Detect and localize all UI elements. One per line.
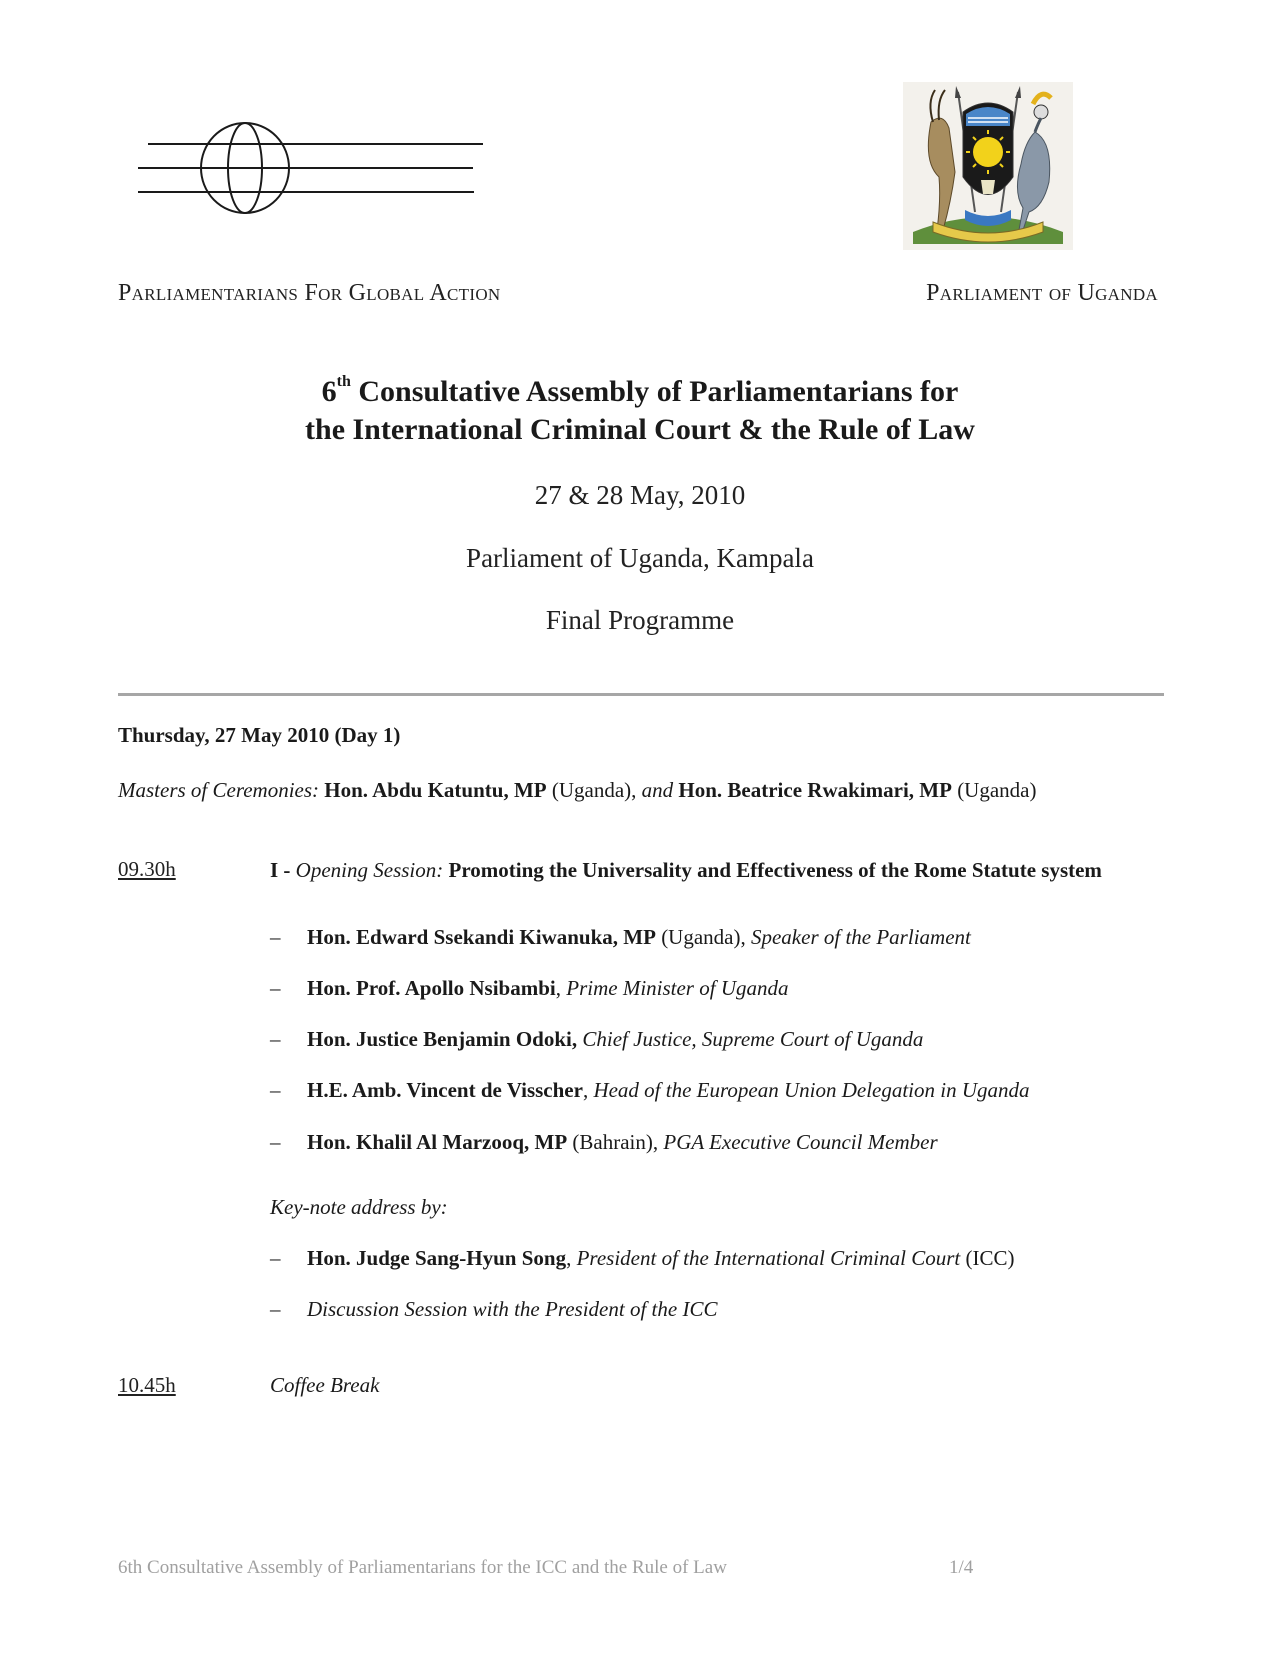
page-number: 1/4 [949, 1557, 974, 1578]
session-time: 09.30h [118, 857, 176, 881]
keynote-label: Key-note address by: [270, 1195, 448, 1219]
discussion-item: Discussion Session with the President of the ICC [307, 1297, 718, 1321]
speaker-role: Head of the European Union Delegation in Uganda [593, 1078, 1030, 1102]
speaker-name: Hon. Edward Ssekandi Kiwanuka, MP [307, 925, 656, 949]
globe-lines-logo-icon [138, 116, 486, 220]
horizontal-divider [118, 693, 1164, 696]
speaker-role: Prime Minister of Uganda [566, 976, 789, 1000]
moc-and: and [641, 778, 674, 802]
keynote-speaker-name: Hon. Judge Sang-Hyun Song [307, 1246, 567, 1270]
speaker-name: Hon. Khalil Al Marzooq, MP [307, 1130, 568, 1154]
moc-person-1: Hon. Abdu Katuntu, MP [324, 778, 547, 802]
title-ordinal-number: 6 [321, 375, 337, 408]
break-time: 10.45h [118, 1373, 176, 1397]
speaker-detail: , [555, 976, 567, 1000]
speaker-name: Hon. Justice Benjamin Odoki, [307, 1027, 578, 1051]
org-name-pga: Parliamentarians For Global Action [118, 280, 501, 306]
moc-label: Masters of Ceremonies: [118, 778, 320, 802]
list-bullet: – [270, 1027, 281, 1051]
moc-person-1-country: (Uganda), [546, 778, 642, 802]
speaker-detail: (Uganda), [655, 925, 751, 949]
uganda-coat-of-arms-icon [903, 82, 1073, 250]
keynote-item [307, 1246, 1015, 1271]
session-prefix: I - [270, 858, 296, 882]
session-title-text: Promoting the Universality and Effectiveness of the Rome Statute system [443, 858, 1102, 882]
speaker-role: Chief Justice, Supreme Court of Uganda [582, 1027, 924, 1051]
speaker-item [307, 925, 971, 950]
list-bullet: – [270, 1246, 281, 1270]
session-label: Opening Session: [295, 858, 444, 882]
org-name-uganda-parliament: Parliament of Uganda [926, 280, 1158, 306]
event-venue: Parliament of Uganda, Kampala [466, 543, 814, 573]
title-ordinal-suffix: th [336, 373, 351, 390]
masters-of-ceremonies [118, 778, 1036, 803]
footer-text: 6th Consultative Assembly of Parliamentarians for the ICC and the Rule of Law [118, 1557, 727, 1578]
speaker-name: Hon. Prof. Apollo Nsibambi [307, 976, 556, 1000]
speaker-detail: (Bahrain), [567, 1130, 664, 1154]
speaker-role: PGA Executive Council Member [663, 1130, 938, 1154]
document-type: Final Programme [545, 605, 735, 635]
list-bullet: – [270, 925, 281, 949]
speaker-item [307, 976, 788, 1001]
keynote-detail: , [566, 1246, 577, 1270]
speaker-detail: , [582, 1078, 594, 1102]
title-line-2: the International Criminal Court & the Rule of Law [305, 413, 975, 446]
list-bullet: – [270, 1297, 281, 1321]
coffee-break: Coffee Break [270, 1373, 380, 1397]
title-line-1-text: Consultative Assembly of Parliamentarians for [350, 375, 959, 408]
event-dates: 27 & 28 May, 2010 [534, 480, 746, 510]
keynote-role: President of the International Criminal Court [576, 1246, 961, 1270]
speaker-item [307, 1078, 1030, 1103]
moc-person-2-country: (Uganda) [951, 778, 1037, 802]
list-bullet: – [270, 976, 281, 1000]
speaker-role: Speaker of the Parliament [750, 925, 971, 949]
keynote-tail: (ICC) [960, 1246, 1015, 1270]
title-line-1 [0, 375, 1280, 409]
list-bullet: – [270, 1078, 281, 1102]
speaker-item [307, 1130, 938, 1155]
speaker-name: H.E. Amb. Vincent de Visscher [307, 1078, 583, 1102]
day-heading: Thursday, 27 May 2010 (Day 1) [118, 723, 401, 747]
moc-person-2: Hon. Beatrice Rwakimari, MP [678, 778, 952, 802]
speaker-item [307, 1027, 923, 1052]
list-bullet: – [270, 1130, 281, 1154]
session-title [270, 857, 1164, 883]
